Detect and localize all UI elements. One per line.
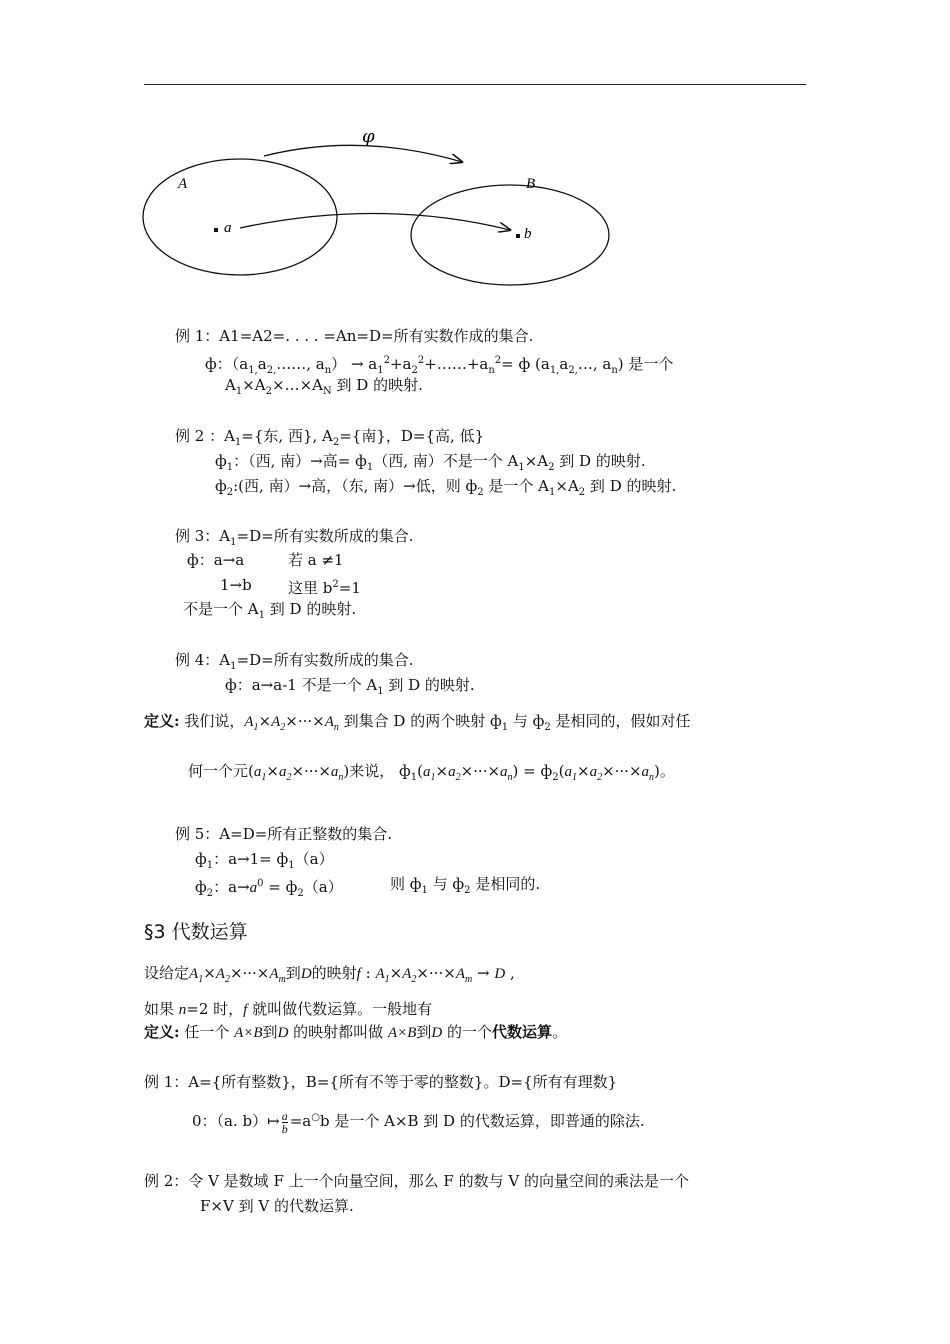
operation-example1-title: 例 1：A={所有整数}，B={所有不等于零的整数}。D={所有有理数} bbox=[144, 1073, 618, 1091]
set-b-ellipse bbox=[411, 185, 609, 285]
section-heading: §3 代数运算 bbox=[144, 921, 248, 943]
definition-equal-maps-line1: 定义: 我们说，$A_1\times A_2\times\cdot\cdot\cdot\times A_n$ 到集合 D 的两个映射 $ф_1$ 与 $ф_2$ 是相同的，假如对任 bbox=[144, 712, 691, 733]
example3-rule2: 1→b bbox=[220, 576, 252, 594]
set-b-label: B bbox=[526, 176, 536, 192]
example2-phi1: $ф_1$：（西, 南）→高= $ф_1$（西, 南）不是一个 $A_1\times A_2$ 到 D 的映射. bbox=[215, 452, 646, 473]
element-b-label: b bbox=[524, 226, 532, 242]
example5-phi1: $ф_1$：$a\to 1= ф_1(a)$ bbox=[195, 850, 334, 871]
phi-arrow bbox=[264, 145, 462, 162]
element-arrow bbox=[240, 213, 510, 230]
operation-example2-line2: F×V 到 V 的代数运算. bbox=[200, 1197, 354, 1215]
example3-title: 例 3：$A_1=D=$所有实数所成的集合. bbox=[175, 527, 414, 548]
example1-title: 例 1：A1=A2=. . . . =An=D=所有实数作成的集合. bbox=[175, 327, 534, 345]
example5-conclusion: 则 $ф_1$ 与 $ф_2$ 是相同的. bbox=[390, 875, 541, 896]
set-a-label: A bbox=[178, 176, 188, 192]
mapping-diagram bbox=[140, 110, 620, 310]
example3-conclusion: 不是一个 $A_1$ 到 D 的映射. bbox=[183, 600, 357, 621]
operation-example1-division: 0：（a. b）↦ $\frac{a}{b}$ =a○b 是一个 A×B 到 D 的代数运算，即普通的除法. bbox=[192, 1108, 645, 1136]
point-b bbox=[516, 234, 520, 238]
example1-map: ф：（$a_{1,}a_{2,}\dots\dots$, $a_n$） → $a_1^2+a_2^2+\dots\dots+a_n^2= ф$ ($a_{1,}a_{2,}\dots$, $a_n$) 是一个 bbox=[205, 355, 674, 376]
example5-title: 例 5：A=D=所有正整数的集合. bbox=[175, 825, 393, 843]
element-a-label: a bbox=[224, 220, 232, 236]
example4-title: 例 4：$A_1=D=$所有实数所成的集合. bbox=[175, 651, 414, 672]
example3-cond2: 这里 $b^2=1$ bbox=[288, 579, 361, 597]
example3-rule1: ф：a→a bbox=[187, 551, 245, 569]
example1-domain: $A_1\times A_2\times\dots\times A_N$ 到 D 的映射. bbox=[225, 376, 423, 397]
example5-phi2: $ф_2$：$a\to a^0 = ф_2(a)$ bbox=[195, 878, 343, 899]
header-rule bbox=[144, 84, 806, 85]
phi-label: φ bbox=[362, 126, 375, 147]
example2-title: 例 2 ：$A_1=${东, 西}, $A_2=${南}，D={高, 低} bbox=[175, 427, 485, 448]
operation-example2-line1: 例 2：令 V 是数域 F 上一个向量空间，那么 F 的数与 V 的向量空间的乘法是一个 bbox=[144, 1172, 689, 1190]
setup-line1: 设给定$A_1\times A_2\times\cdot\cdot\cdot\times A_m$到D的映射f : $A_1\times A_2\times\cdot\cdot\cdot\times A_m \to D$ , bbox=[144, 964, 515, 985]
example2-phi2: $ф_2$:(西, 南）→高，（东, 南）→低，则 $ф_2$ 是一个 $A_1\times A_2$ 到 D 的映射. bbox=[215, 477, 677, 498]
example3-cond1: 若 a ≠1 bbox=[288, 551, 344, 569]
point-a bbox=[214, 228, 218, 232]
example4-map: ф：a→a-1 不是一个 $A_1$ 到 D 的映射. bbox=[225, 676, 475, 697]
fraction-a-over-b: $\frac{a}{b}$ bbox=[281, 1108, 288, 1136]
setup-line2: 如果 n=2 时，f 就叫做代数运算。一般地有 bbox=[144, 1000, 433, 1018]
definition-algebraic-operation: 定义: 任一个 A×B到D 的映射都叫做 A×B到D 的一个代数运算。 bbox=[144, 1023, 568, 1041]
definition-equal-maps-line2: 何一个元$(a_1\times a_2\times\cdot\cdot\cdot\times a_n)$来说， $ф_1(a_1\times a_2\times\cdot\cdot\cdot\times a_n) = ф_2(a_1\times a_2\times\cdot\cdot\cdot\times a_n)$。 bbox=[188, 762, 675, 783]
